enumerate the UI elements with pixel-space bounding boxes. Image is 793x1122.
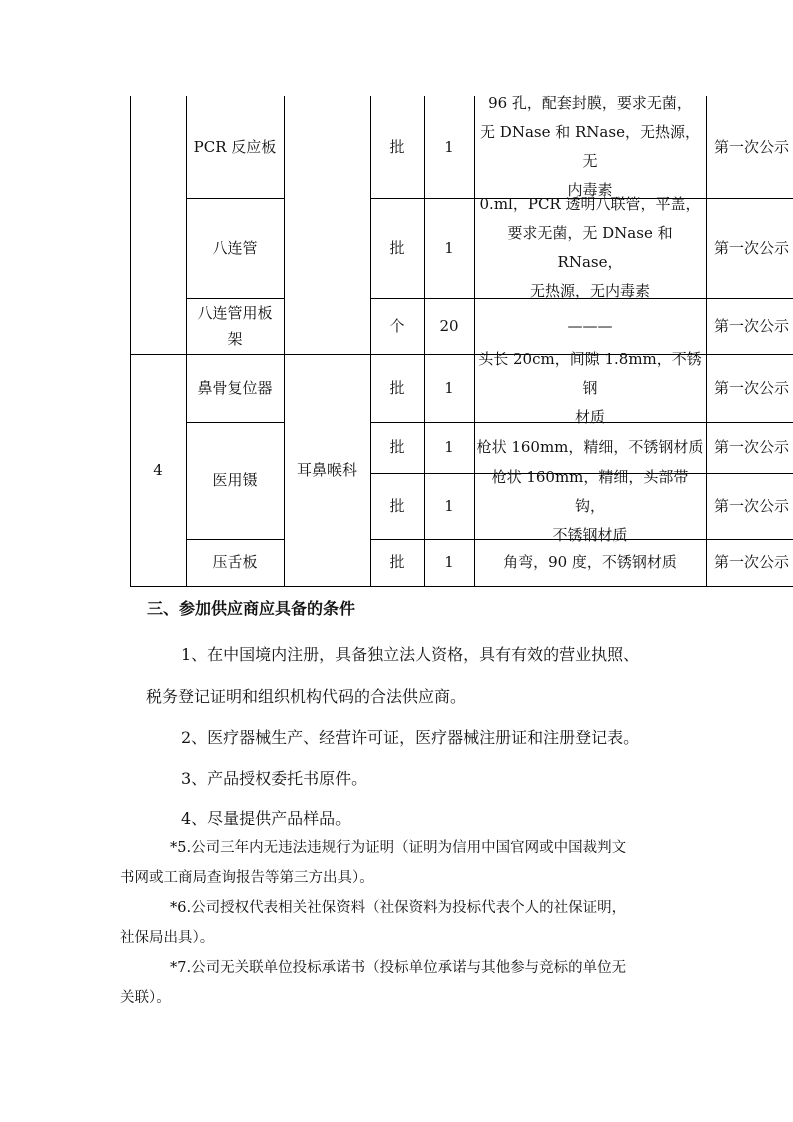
requirement-4: 4、尽量提供产品样品。 (181, 809, 352, 828)
item-name (186, 298, 284, 354)
item-qty: 1 (444, 378, 454, 397)
item-status: 第一次公示 (714, 496, 790, 515)
item-name: 鼻骨复位器 (197, 378, 273, 397)
item-unit: 批 (389, 553, 405, 571)
item-unit: 批 (389, 496, 405, 515)
item-spec (474, 195, 706, 300)
item-qty: 1 (444, 496, 454, 515)
item-status: 第一次公示 (714, 316, 790, 335)
requirement-5-line1: *5.公司三年内无违法违规行为证明（证明为信用中国官网或中国裁判文 (170, 840, 627, 856)
item-name: 压舌板 (212, 553, 258, 571)
spec-line: 材质 (574, 407, 605, 426)
item-status: 第一次公示 (714, 378, 790, 397)
requirement-1-line1: 1、在中国境内注册，具备独立法人资格，具有有效的营业执照、 (181, 645, 640, 664)
spec-line: 无 DNase 和 RNase，无热源，无 (480, 123, 700, 170)
item-unit: 批 (389, 238, 405, 257)
item-qty: 1 (444, 137, 454, 156)
item-status: 第一次公示 (714, 553, 790, 571)
spec-line: 要求无菌，无 DNase 和 RNase， (507, 224, 673, 271)
item-spec (474, 467, 706, 544)
requirement-6-line2: 社保局出具）。 (120, 930, 215, 946)
item-unit: 批 (389, 137, 405, 156)
requirement-5-line2: 书网或工商局查询报告等第三方出具）。 (120, 870, 374, 886)
item-name: 八连管 (212, 238, 258, 257)
item-qty: 1 (444, 438, 454, 456)
spec-line: 枪状 160mm，精细，头部带钩， (491, 467, 689, 515)
item-unit: 批 (389, 438, 405, 456)
equipment-table (130, 96, 793, 587)
item-qty: 1 (444, 553, 454, 571)
spec-line: 头长 20cm，间隙 1.8mm，不锈钢 (478, 349, 702, 397)
item-qty: 20 (439, 316, 459, 335)
item-unit: 批 (389, 378, 405, 397)
requirement-3: 3、产品授权委托书原件。 (181, 769, 368, 788)
name-line: 架 (227, 330, 243, 348)
spec-line: 不锈钢材质 (552, 525, 628, 544)
requirement-1-line2: 税务登记证明和组织机构代码的合法供应商。 (146, 687, 467, 706)
spec-line: 无热源，无内毒素 (529, 282, 650, 300)
item-spec (474, 96, 706, 198)
spec-line: 96 孔，配套封膜，要求无菌， (488, 94, 692, 112)
name-line: 八连管用板 (197, 304, 273, 322)
section-heading: 三、参加供应商应具备的条件 (147, 599, 356, 618)
spec-line: 0.ml，PCR 透明八联管，平盖， (479, 195, 701, 213)
item-spec: 枪状 160mm，精细，不锈钢材质 (476, 438, 704, 456)
requirement-2: 2、医疗器械生产、经营许可证，医疗器械注册证和注册登记表。 (181, 728, 640, 747)
item-name: 医用镊 (212, 471, 258, 489)
spec-line: 内毒素 (567, 181, 613, 199)
department: 耳鼻喉科 (296, 460, 357, 479)
item-unit: 个 (389, 316, 405, 335)
row-index: 4 (153, 460, 163, 479)
requirement-7-line2: 关联）。 (120, 990, 171, 1006)
requirement-7-line1: *7.公司无关联单位投标承诺书（投标单位承诺与其他参与竞标的单位无 (170, 960, 627, 976)
item-spec: 角弯，90 度，不锈钢材质 (503, 553, 677, 571)
item-status: 第一次公示 (714, 137, 790, 156)
item-status: 第一次公示 (714, 438, 790, 456)
item-spec: ——— (567, 316, 613, 335)
item-name: PCR 反应板 (193, 137, 277, 156)
requirement-6-line1: *6.公司授权代表相关社保资料（社保资料为投标代表个人的社保证明， (170, 900, 627, 916)
item-status: 第一次公示 (714, 238, 790, 257)
item-qty: 1 (444, 238, 454, 257)
item-spec (474, 349, 706, 426)
